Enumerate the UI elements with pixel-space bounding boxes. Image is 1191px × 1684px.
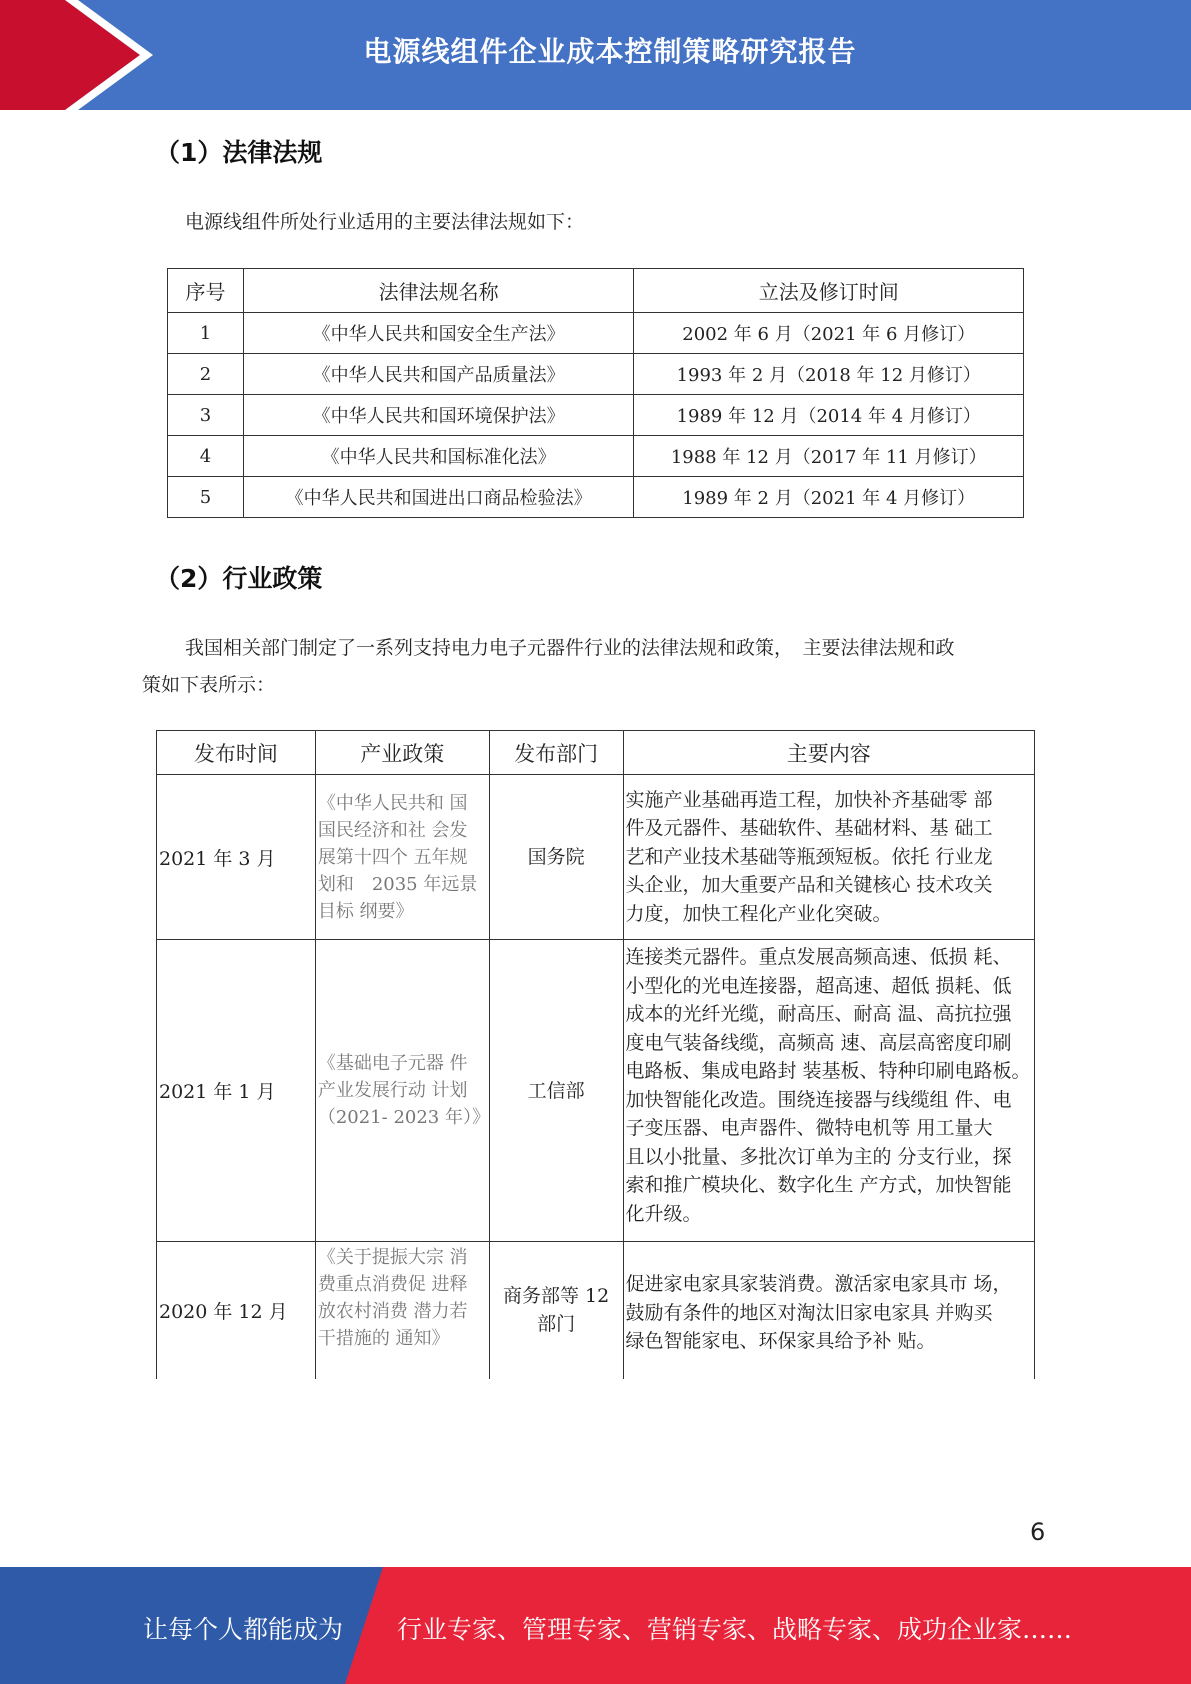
table-header-row	[168, 269, 1024, 313]
table-row	[168, 436, 1024, 477]
table-row	[168, 354, 1024, 395]
content-line: 力度，加快工程化产业化突破。	[625, 902, 892, 925]
table-row	[168, 313, 1024, 354]
policy-table	[156, 730, 1035, 1379]
policy-name-line: 《中华人民共和 国	[317, 792, 468, 814]
content-line: 实施产业基础再造工程，加快补齐基础零 部	[625, 788, 993, 811]
policy-name	[315, 775, 489, 940]
policy-name-line: 干措施的 通知》	[317, 1328, 450, 1349]
department	[489, 1242, 623, 1379]
table-header-row	[157, 731, 1035, 775]
law-name: 《中华人民共和国进出口商品检验法》	[243, 477, 634, 518]
content-line: 加快智能化改造。围绕连接器与线缆组 件、电	[625, 1088, 1012, 1111]
law-name: 《中华人民共和国产品质量法》	[243, 354, 634, 395]
report-title: 电源线组件企业成本控制策略研究报告	[363, 35, 857, 68]
content-line: 索和推广模块化、数字化生 产方式，加快智能	[625, 1174, 1012, 1196]
law-date: 1993 年 2 月（2018 年 12 月修订）	[634, 354, 1024, 395]
content-line: 电路板、集成电路封 装基板、特种印刷电路板。	[625, 1060, 1031, 1082]
policy-name-line: 目标 纲要》	[317, 900, 414, 922]
column-header: 立法及修订时间	[634, 269, 1024, 313]
publish-date: 2021 年 3 月	[157, 775, 316, 940]
row-number: 3	[168, 395, 244, 436]
policy-content	[623, 940, 1035, 1242]
content-line: 艺和产业技术基础等瓶颈短板。依托 行业龙	[625, 845, 993, 868]
content-line: 子变压器、电声器件、微特电机等 用工量大	[625, 1117, 993, 1139]
policy-name-line: （2021- 2023 年）》	[317, 1107, 490, 1128]
table-row	[168, 395, 1024, 436]
policy-name-line: 国民经济和社 会发	[317, 819, 468, 841]
page-number: 6	[1030, 1518, 1046, 1546]
column-header: 序号	[168, 269, 244, 313]
section-intro-policy-line2: 策如下表所示：	[142, 674, 276, 696]
table-row	[157, 1242, 1035, 1379]
policy-name	[315, 940, 489, 1242]
row-number: 4	[168, 436, 244, 477]
law-name: 《中华人民共和国标准化法》	[243, 436, 634, 477]
policy-name	[315, 1242, 489, 1379]
content-line: 头企业，加大重要产品和关键核心 技术攻关	[625, 874, 993, 897]
column-header: 主要内容	[623, 731, 1035, 775]
department: 工信部	[489, 940, 623, 1242]
row-number: 1	[168, 313, 244, 354]
page-header	[0, 0, 1191, 110]
publish-date: 2020 年 12 月	[157, 1242, 316, 1379]
content-line: 绿色智能家电、环保家具给予补 贴。	[625, 1330, 936, 1352]
policy-name-line: 产业发展行动 计划	[317, 1080, 468, 1101]
law-name: 《中华人民共和国安全生产法》	[243, 313, 634, 354]
content-line: 连接类元器件。重点发展高频高速、低损 耗、	[625, 946, 1012, 968]
policy-name-line: 划和 2035 年远景	[317, 873, 478, 895]
section-heading-laws: （1）法律法规	[155, 138, 323, 167]
policy-name-line: 《关于提振大宗 消	[317, 1247, 468, 1268]
law-date: 1989 年 12 月（2014 年 4 月修订）	[634, 395, 1024, 436]
table-row	[157, 940, 1035, 1242]
footer-slogan-left: 让每个人都能成为	[143, 1615, 344, 1644]
column-header: 产业政策	[315, 731, 489, 775]
content-line: 且以小批量、多批次订单为主的 分支行业，探	[625, 1145, 1012, 1168]
publish-date: 2021 年 1 月	[157, 940, 316, 1242]
content-line: 促进家电家具家装消费。激活家电家具市 场，	[625, 1273, 1012, 1295]
content-line: 成本的光纤光缆，耐高压、耐高 温、高抗拉强	[625, 1003, 1012, 1025]
section-heading-policy: （2）行业政策	[155, 564, 323, 593]
policy-name-line: 费重点消费促 进释	[317, 1274, 468, 1295]
policy-content	[623, 1242, 1035, 1379]
policy-name-line: 放农村消费 潜力若	[317, 1301, 468, 1322]
column-header: 发布时间	[157, 731, 316, 775]
content-line: 件及元器件、基础软件、基础材料、基 础工	[625, 817, 993, 840]
content-line: 度电气装备线缆，高频高 速、高层高密度印刷	[625, 1031, 1012, 1054]
department-line: 商务部等 12	[502, 1285, 610, 1307]
content-line: 鼓励有条件的地区对淘汰旧家电家具 并购买	[625, 1301, 993, 1324]
policy-content	[623, 775, 1035, 940]
policy-name-line: 《基础电子元器 件	[317, 1053, 468, 1074]
column-header: 法律法规名称	[243, 269, 634, 313]
row-number: 2	[168, 354, 244, 395]
section-intro-laws: 电源线组件所处行业适用的主要法律法规如下：	[185, 211, 585, 233]
department: 国务院	[489, 775, 623, 940]
section-intro-policy-line1: 我国相关部门制定了一系列支持电力电子元器件行业的法律法规和政策， 主要法律法规和政	[185, 637, 955, 659]
table-row	[157, 775, 1035, 940]
column-header: 发布部门	[489, 731, 623, 775]
laws-table	[167, 268, 1024, 518]
law-date: 2002 年 6 月（2021 年 6 月修订）	[634, 313, 1024, 354]
policy-name-line: 展第十四个 五年规	[317, 846, 468, 868]
table-row	[168, 477, 1024, 518]
content-line: 小型化的光电连接器，超高速、超低 损耗、低	[625, 974, 1012, 997]
law-name: 《中华人民共和国环境保护法》	[243, 395, 634, 436]
content-line: 化升级。	[625, 1202, 702, 1225]
law-date: 1988 年 12 月（2017 年 11 月修订）	[634, 436, 1024, 477]
row-number: 5	[168, 477, 244, 518]
department-line: 部门	[537, 1313, 576, 1335]
law-date: 1989 年 2 月（2021 年 4 月修订）	[634, 477, 1024, 518]
page-footer	[0, 1567, 1191, 1684]
footer-slogan-right: 行业专家、管理专家、营销专家、战略专家、成功企业家……	[397, 1615, 1073, 1644]
